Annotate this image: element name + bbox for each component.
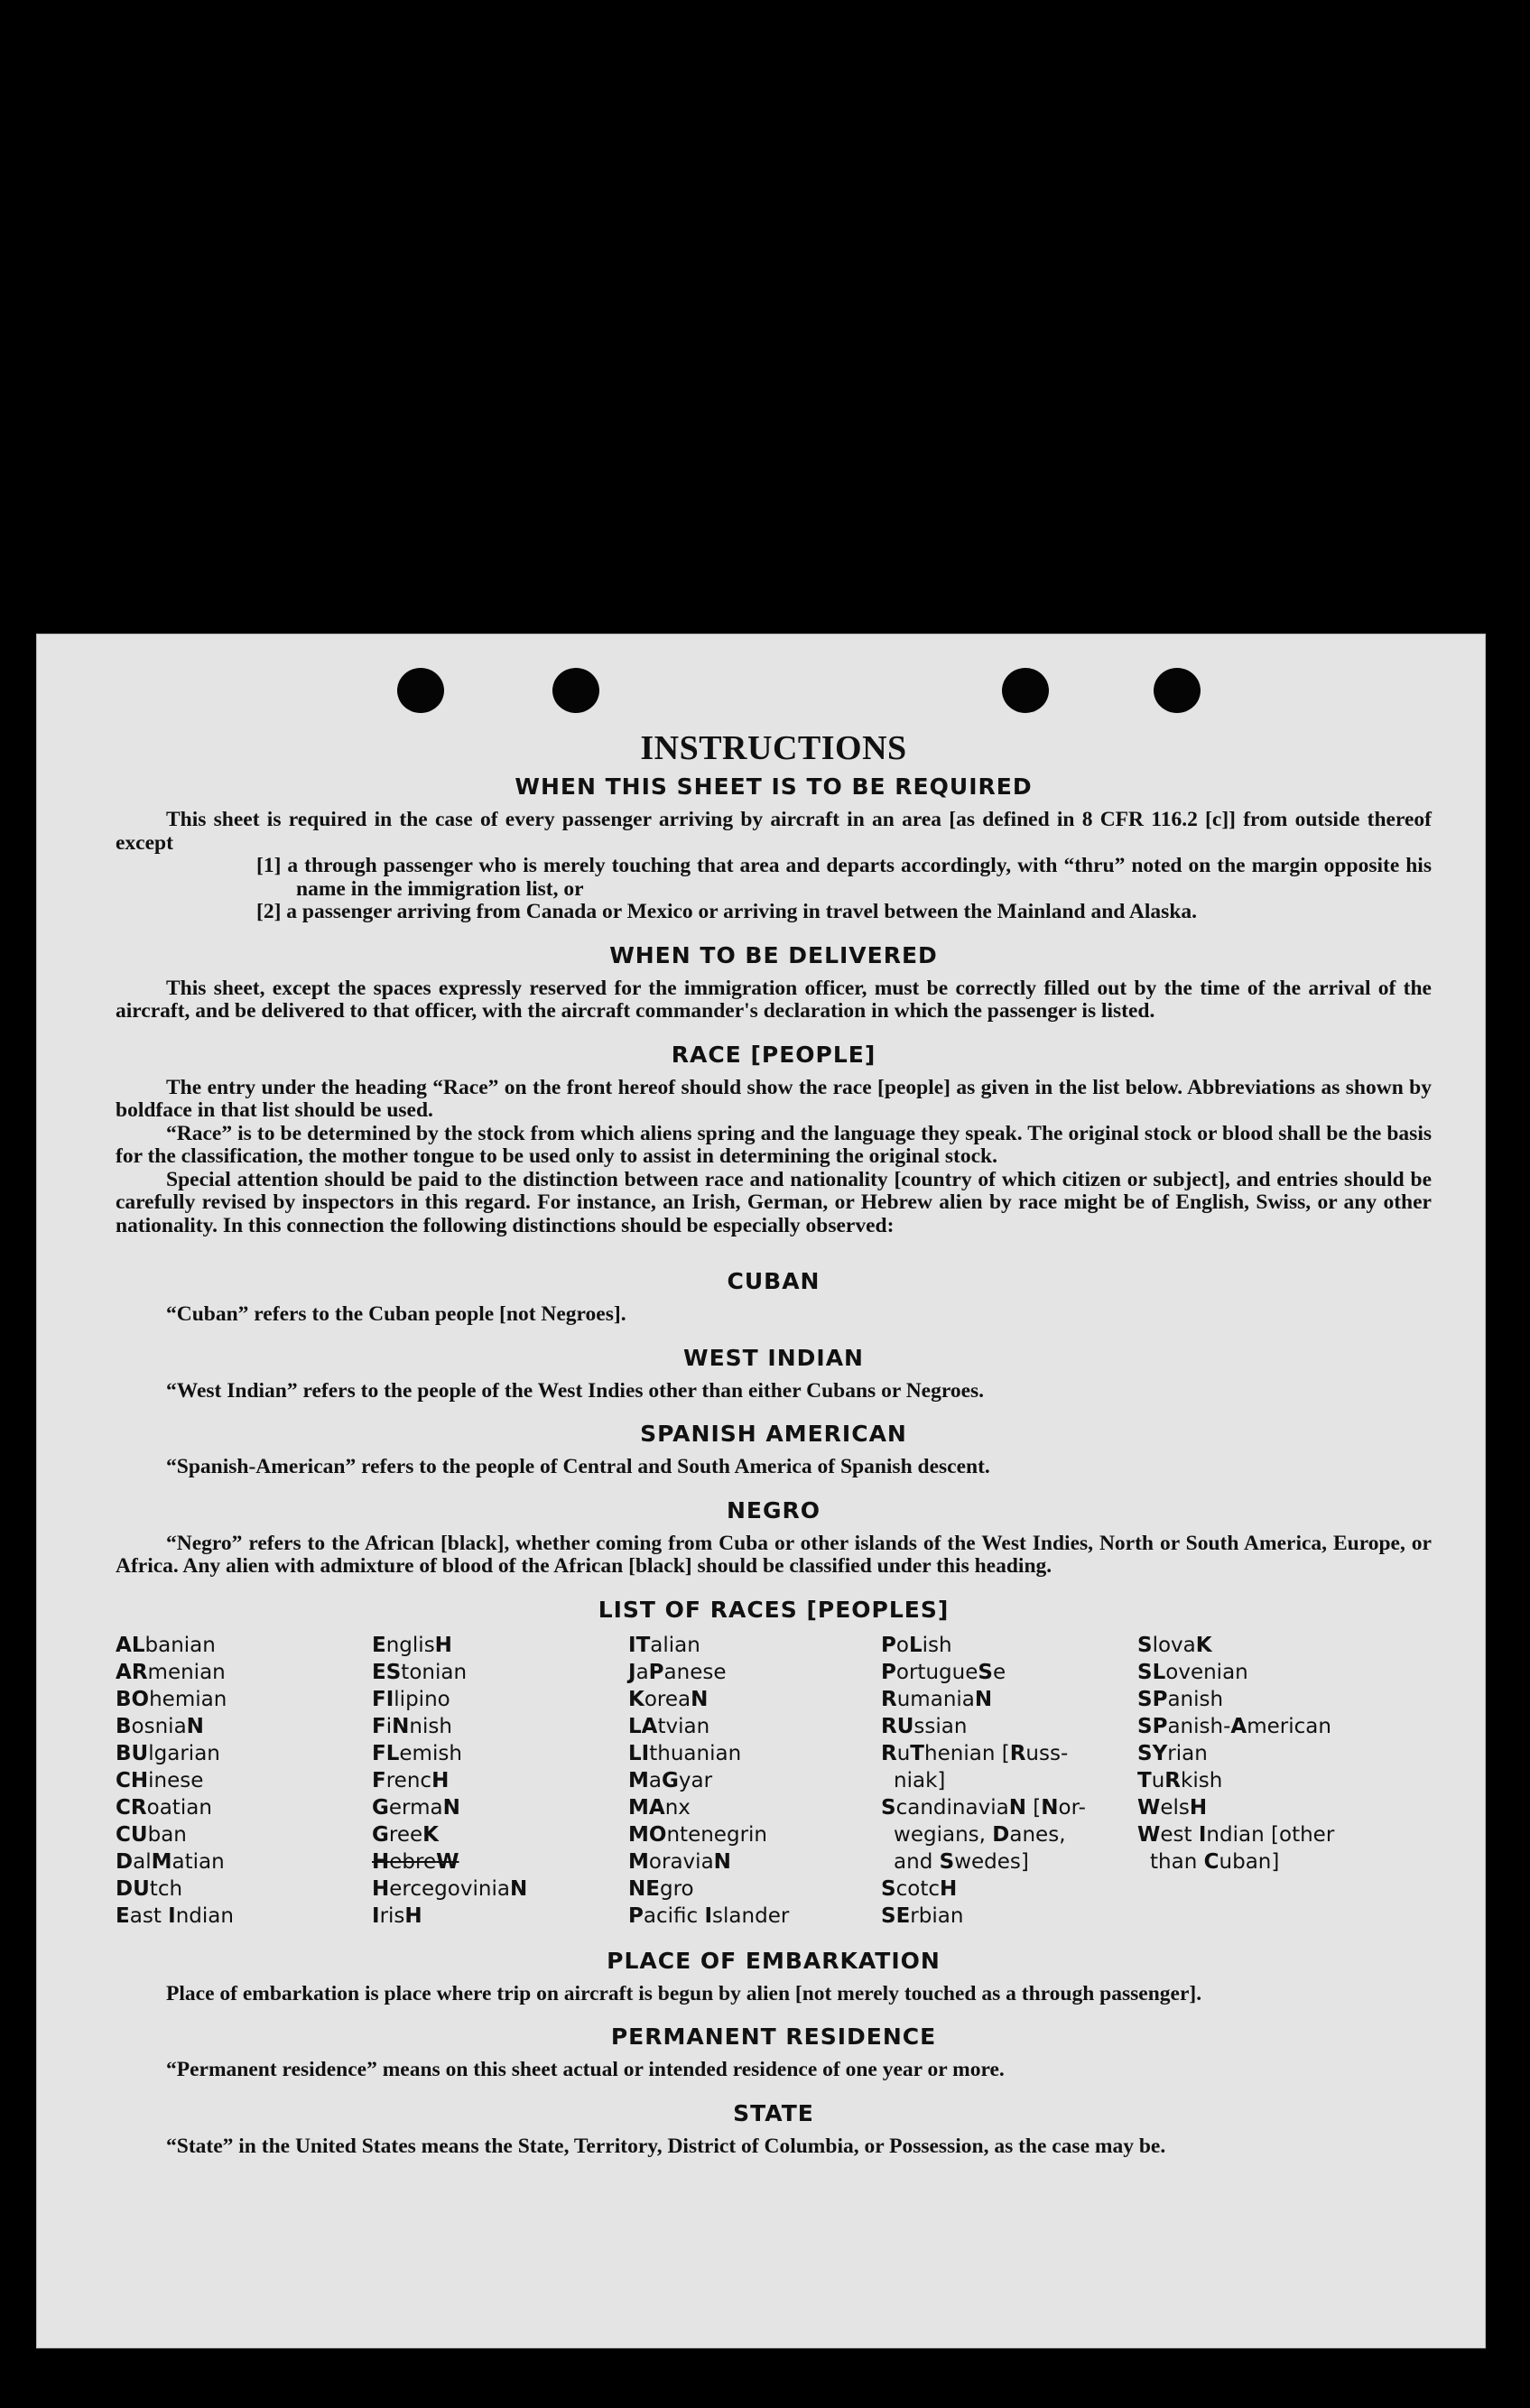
sheet-content: [116, 728, 1432, 2158]
race-item: ScotcH: [881, 1876, 958, 1901]
heading-west-indian: WEST INDIAN: [683, 1344, 864, 1371]
race-item: SlovaK: [1137, 1633, 1212, 1657]
race-item: RUssian: [881, 1714, 968, 1738]
cuban-text: “Cuban” refers to the Cuban people [not Negroes].: [166, 1302, 626, 1326]
race-item: HercegoviniaN: [372, 1876, 528, 1901]
negro-text: “Negro” refers to the African [black], whether coming from Cuba or other islands of the West Indies, North or South America, Europe, or Africa. Any alien with admixture of blood of the African [black] should be classified under this heading.: [116, 1531, 1432, 1578]
race-item: TuRkish: [1137, 1768, 1223, 1792]
instruction-sheet: [36, 634, 1486, 2348]
punch-hole: [397, 668, 444, 713]
heading-state: STATE: [733, 2099, 814, 2126]
race-item: CRoatian: [116, 1795, 212, 1820]
race-item: DalMatian: [116, 1849, 225, 1874]
race-item: LAtvian: [628, 1714, 710, 1738]
race-item: SLovenian: [1137, 1660, 1248, 1684]
race-item: RuThenian [Russ-: [881, 1741, 1069, 1765]
race-item: Pacifc Islander: [628, 1903, 790, 1928]
race-item: SErbian: [881, 1903, 964, 1928]
race-item: ScandinaviaN [Nor-: [881, 1795, 1086, 1820]
race-item: West Indian [other: [1137, 1822, 1335, 1847]
race-item: FiNnish: [372, 1714, 452, 1738]
heading-required: WHEN THIS SHEET IS TO BE REQUIRED: [515, 773, 1033, 800]
race-item: SYrian: [1137, 1741, 1208, 1765]
race-item: FrencH: [372, 1768, 450, 1792]
race-item: WelsH: [1137, 1795, 1208, 1820]
race-item: SPanish-American: [1137, 1714, 1331, 1738]
race-item-continued: than Cuban]: [1150, 1849, 1280, 1874]
race-item: FIlipino: [372, 1687, 450, 1711]
punch-hole: [552, 668, 599, 713]
delivered-text: This sheet, except the spaces expressly reserved for the immigration officer, must be correctly filled out by the time of the arrival of the aircraft, and be delivered to that officer, with the aircraft commander's declaration in which the passenger is listed.: [116, 976, 1432, 1023]
residence-text: “Permanent residence” means on this sheet actual or intended residence of one year or more.: [166, 2058, 1005, 2081]
page-title: INSTRUCTIONS: [640, 729, 907, 767]
race-item: MAnx: [628, 1795, 691, 1820]
race-item: GreeK: [372, 1822, 439, 1847]
race-item: CHinese: [116, 1768, 204, 1792]
west-indian-text: “West Indian” refers to the people of the West Indies other than either Cubans or Negroes.: [166, 1378, 985, 1403]
race-item: EnglisH: [372, 1633, 452, 1657]
race-item: NEgro: [628, 1876, 694, 1901]
race-item: East Indian: [116, 1903, 234, 1928]
punch-hole: [1002, 668, 1049, 713]
race-item-continued: wegians, Danes,: [894, 1822, 1066, 1847]
punch-hole: [1154, 668, 1201, 713]
races-column-3: [628, 1632, 881, 1930]
races-column-5: [1137, 1632, 1408, 1930]
required-item-2: [2] a passenger arriving from Canada or Mexico or arriving in travel between the Mainland and Alaska.: [256, 900, 1198, 923]
heading-cuban: CUBAN: [727, 1268, 821, 1294]
required-item-1: [1] a through passenger who is merely touching that area and departs accordingly, with “thru” noted on the margin opposite his name in the immigration list, or: [256, 854, 1432, 901]
race-item: BUlgarian: [116, 1741, 220, 1765]
race-paragraph-3: Special attention should be paid to the distinction between race and nationality [country of which citizen or subject], and entries should be carefully revised by inspectors in this regard. For instance, an Irish, German, or Hebrew alien by race might be of English, Swiss, or any other nationality. In this connection the following distinctions should be especially observed:: [116, 1167, 1432, 1237]
race-item-continued: niak]: [894, 1768, 946, 1792]
race-item: EStonian: [372, 1660, 468, 1684]
race-item: GermaN: [372, 1795, 460, 1820]
race-item: KoreaN: [628, 1687, 709, 1711]
race-item: MoraviaN: [628, 1849, 731, 1874]
race-item: JaPanese: [628, 1660, 727, 1684]
required-intro: This sheet is required in the case of every passenger arriving by aircraft in an area [as defined in 8 CFR 116.2 [c]] from outside thereof except: [116, 808, 1432, 855]
heading-list-of-races: LIST OF RACES [PEOPLES]: [598, 1596, 950, 1623]
race-item: CUban: [116, 1822, 187, 1847]
races-column-4: [881, 1632, 1137, 1930]
heading-spanish-american: SPANISH AMERICAN: [640, 1421, 907, 1447]
race-item: ARmenian: [116, 1660, 226, 1684]
race-item-continued: and Swedes]: [894, 1849, 1029, 1874]
race-item: PortugueSe: [881, 1660, 1006, 1684]
race-item: PoLish: [881, 1633, 952, 1657]
race-item: BosniaN: [116, 1714, 204, 1738]
heading-permanent-residence: PERMANENT RESIDENCE: [610, 2024, 937, 2050]
race-item: MaGyar: [628, 1768, 713, 1792]
race-paragraph-2: “Race” is to be determined by the stock from which aliens spring and the language they speak. The original stock or blood shall be the basis for the classification, the mother tongue to be used only to assist in determining the original stock.: [116, 1121, 1432, 1168]
spanish-american-text: “Spanish-American” refers to the people of Central and South America of Spanish descent.: [166, 1455, 990, 1478]
race-item-struck: HebreW: [372, 1849, 459, 1874]
race-paragraph-1: The entry under the heading “Race” on the front hereof should show the race [people] as given in the list below. Abbreviations as shown by boldface in that list should be used.: [116, 1075, 1432, 1122]
race-item: IrisH: [372, 1903, 422, 1928]
race-item: FLemish: [372, 1741, 462, 1765]
state-text: “State” in the United States means the State, Territory, District of Columbia, or Possession, as the case may be.: [166, 2134, 1166, 2158]
races-column-1: [116, 1632, 372, 1930]
race-item: RumaniaN: [881, 1687, 993, 1711]
embarkation-text: Place of embarkation is place where trip on aircraft is begun by alien [not merely touched as a through passenger].: [166, 1981, 1202, 2005]
heading-embarkation: PLACE OF EMBARKATION: [607, 1947, 941, 1974]
race-item: LIthuanian: [628, 1741, 742, 1765]
heading-race: RACE [PEOPLE]: [671, 1041, 876, 1068]
heading-negro: NEGRO: [726, 1496, 821, 1524]
heading-delivered: WHEN TO BE DELIVERED: [609, 941, 938, 968]
race-item: ALbanian: [116, 1633, 216, 1657]
race-item: MOntenegrin: [628, 1822, 767, 1847]
races-column-2: [372, 1632, 628, 1930]
races-list: [116, 1632, 1432, 1930]
race-item: SPanish: [1137, 1687, 1224, 1711]
race-item: BOhemian: [116, 1687, 227, 1711]
race-item: DUtch: [116, 1876, 183, 1901]
race-item: ITalian: [628, 1633, 700, 1657]
